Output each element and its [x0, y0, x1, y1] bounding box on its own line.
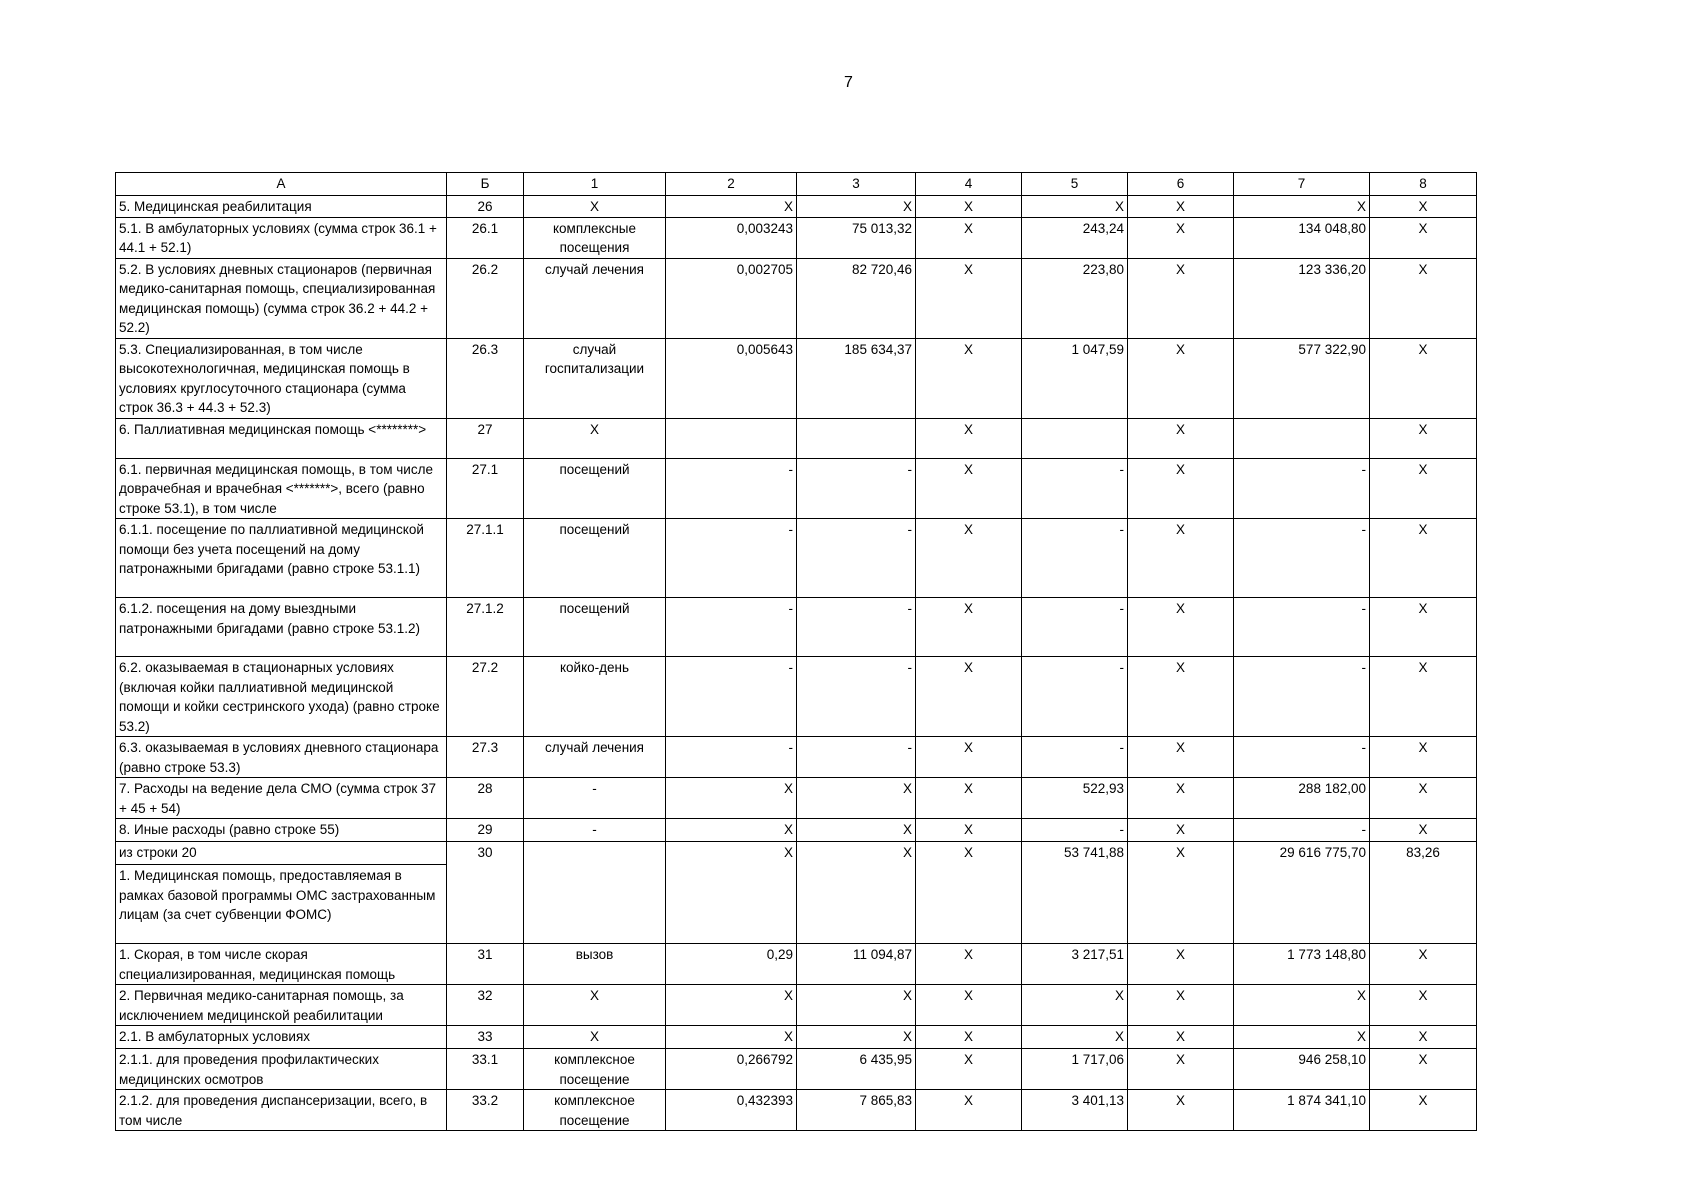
table-cell: 6 435,95	[797, 1049, 916, 1090]
table-cell: -	[797, 657, 916, 737]
row-label: 6.1.2. посещения на дому выездными патронажными бригадами (равно строке 53.1.2)	[116, 598, 447, 657]
table-cell: Х	[1128, 195, 1234, 217]
row-label: 6.1. первичная медицинская помощь, в том числе доврачебная и врачебная <*******>, всего (равно строке 53.1), в том числе	[116, 458, 447, 519]
table-cell: 522,93	[1022, 778, 1128, 819]
table-row	[116, 217, 1477, 258]
table-cell: 26.3	[447, 338, 524, 418]
table-cell: Х	[1022, 985, 1128, 1026]
table-cell: 1 047,59	[1022, 338, 1128, 418]
table-cell: Х	[1128, 778, 1234, 819]
table-cell	[1234, 418, 1370, 458]
table-cell: 0,002705	[666, 258, 797, 338]
table-cell: комплексное посещение	[524, 1090, 666, 1131]
table-cell: Х	[797, 985, 916, 1026]
table-cell: Х	[1128, 819, 1234, 842]
table-cell: 53 741,88	[1022, 842, 1128, 944]
table-cell: вызов	[524, 944, 666, 985]
table-cell: -	[666, 657, 797, 737]
table-row	[116, 195, 1477, 217]
table-row	[116, 598, 1477, 657]
table-cell: Х	[797, 778, 916, 819]
column-header: 5	[1022, 173, 1128, 196]
header-row	[116, 173, 1477, 196]
table-cell: Х	[916, 737, 1022, 778]
table-cell: Х	[1128, 217, 1234, 258]
table-cell: Х	[1370, 458, 1477, 519]
table-cell: Х	[1370, 598, 1477, 657]
table-cell: Х	[1234, 985, 1370, 1026]
table-row	[116, 418, 1477, 458]
table-cell: Х	[1128, 1026, 1234, 1049]
table-cell: -	[797, 519, 916, 598]
table-cell: -	[524, 819, 666, 842]
table-row	[116, 944, 1477, 985]
table-row	[116, 778, 1477, 819]
table-cell: 1 773 148,80	[1234, 944, 1370, 985]
table-cell: 32	[447, 985, 524, 1026]
table-cell: 1 874 341,10	[1234, 1090, 1370, 1131]
table-cell: Х	[524, 195, 666, 217]
table-row	[116, 819, 1477, 842]
table-cell: Х	[916, 458, 1022, 519]
table-cell: 134 048,80	[1234, 217, 1370, 258]
table-cell: 27	[447, 418, 524, 458]
table-cell: Х	[1128, 258, 1234, 338]
table-cell: -	[1022, 819, 1128, 842]
table-row	[116, 842, 1477, 865]
table-cell: Х	[797, 819, 916, 842]
table-cell: 29	[447, 819, 524, 842]
row-label: 6.1.1. посещение по паллиативной медицинской помощи без учета посещений на дому патронажными бригадами (равно строке 53.1.1)	[116, 519, 447, 598]
table-cell: Х	[916, 985, 1022, 1026]
table-cell: 30	[447, 842, 524, 944]
table-cell: случай лечения	[524, 737, 666, 778]
table-row	[116, 258, 1477, 338]
table-row	[116, 985, 1477, 1026]
table-cell: Х	[916, 338, 1022, 418]
table-cell: Х	[666, 1026, 797, 1049]
table-cell: 0,432393	[666, 1090, 797, 1131]
table-cell: -	[666, 598, 797, 657]
table-cell: Х	[666, 195, 797, 217]
table-cell: комплексное посещение	[524, 1049, 666, 1090]
table-cell: 27.1.2	[447, 598, 524, 657]
table-cell: -	[1234, 519, 1370, 598]
table-cell: 27.2	[447, 657, 524, 737]
row-label: 5.2. В условиях дневных стационаров (первичная медико-санитарная помощь, специализированная медицинская помощь) (сумма строк 36.2 + 44.2 + 52.2)	[116, 258, 447, 338]
table-cell: 0,005643	[666, 338, 797, 418]
table-row	[116, 338, 1477, 418]
table-cell: Х	[916, 195, 1022, 217]
table-cell: -	[524, 778, 666, 819]
table-cell: Х	[797, 1026, 916, 1049]
table-cell: Х	[1370, 519, 1477, 598]
column-header: 2	[666, 173, 797, 196]
table-cell: -	[797, 737, 916, 778]
table-cell: Х	[916, 418, 1022, 458]
table-cell: Х	[1128, 598, 1234, 657]
table-cell: -	[1022, 657, 1128, 737]
table-cell: Х	[916, 944, 1022, 985]
table-cell: 82 720,46	[797, 258, 916, 338]
table-cell: Х	[1370, 737, 1477, 778]
table-cell: Х	[666, 819, 797, 842]
row-label: из строки 20	[116, 842, 447, 865]
table-cell: Х	[1370, 985, 1477, 1026]
table-cell: 28	[447, 778, 524, 819]
table-cell: Х	[1370, 258, 1477, 338]
table-cell: Х	[1234, 195, 1370, 217]
table-cell: Х	[524, 1026, 666, 1049]
row-label: 1. Скорая, в том числе скорая специализированная, медицинская помощь	[116, 944, 447, 985]
table-cell: Х	[1022, 1026, 1128, 1049]
table-cell: -	[797, 598, 916, 657]
table-cell: 27.1.1	[447, 519, 524, 598]
row-label: 7. Расходы на ведение дела СМО (сумма строк 37 + 45 + 54)	[116, 778, 447, 819]
table-cell: Х	[1128, 418, 1234, 458]
table-cell: -	[666, 458, 797, 519]
table-cell: Х	[1128, 1090, 1234, 1131]
column-header: 1	[524, 173, 666, 196]
table-cell: 11 094,87	[797, 944, 916, 985]
table-cell: -	[1022, 458, 1128, 519]
table-cell: Х	[1128, 657, 1234, 737]
table-row	[116, 737, 1477, 778]
table-row	[116, 519, 1477, 598]
table-cell: Х	[1022, 195, 1128, 217]
table-cell: Х	[1370, 657, 1477, 737]
table-cell: 26.2	[447, 258, 524, 338]
table-cell: Х	[916, 819, 1022, 842]
column-header: 6	[1128, 173, 1234, 196]
table-cell: Х	[1370, 1049, 1477, 1090]
row-label: 8. Иные расходы (равно строке 55)	[116, 819, 447, 842]
table-cell: -	[797, 458, 916, 519]
table-cell: 223,80	[1022, 258, 1128, 338]
column-header: 3	[797, 173, 916, 196]
table-cell: Х	[1370, 819, 1477, 842]
row-label: 5. Медицинская реабилитация	[116, 195, 447, 217]
table-cell: 83,26	[1370, 842, 1477, 944]
table-row	[116, 1049, 1477, 1090]
table-cell: 33.2	[447, 1090, 524, 1131]
table-cell: -	[666, 519, 797, 598]
table-cell: Х	[1370, 338, 1477, 418]
table-row	[116, 1026, 1477, 1049]
table-row	[116, 657, 1477, 737]
table-cell: Х	[1370, 944, 1477, 985]
table-cell: Х	[916, 778, 1022, 819]
table-cell: Х	[1128, 944, 1234, 985]
table-cell: Х	[1128, 338, 1234, 418]
table-cell: 29 616 775,70	[1234, 842, 1370, 944]
table-cell: посещений	[524, 598, 666, 657]
row-label: 6.3. оказываемая в условиях дневного стационара (равно строке 53.3)	[116, 737, 447, 778]
row-label: 5.1. В амбулаторных условиях (сумма строк 36.1 + 44.1 + 52.1)	[116, 217, 447, 258]
table-cell: 0,29	[666, 944, 797, 985]
table-cell: посещений	[524, 519, 666, 598]
table-cell: 27.3	[447, 737, 524, 778]
table-cell: Х	[1370, 195, 1477, 217]
table-cell: -	[1234, 657, 1370, 737]
table-cell: 0,003243	[666, 217, 797, 258]
row-label: 6. Паллиативная медицинская помощь <********>	[116, 418, 447, 458]
table-row	[116, 1090, 1477, 1131]
table-cell: 123 336,20	[1234, 258, 1370, 338]
table-cell: посещений	[524, 458, 666, 519]
table-cell: -	[1022, 519, 1128, 598]
table-cell: Х	[797, 842, 916, 944]
table-cell: -	[1234, 819, 1370, 842]
table-cell: комплексные посещения	[524, 217, 666, 258]
table-cell: Х	[1128, 458, 1234, 519]
column-header: 4	[916, 173, 1022, 196]
table-cell: Х	[524, 418, 666, 458]
table-cell: Х	[1370, 1090, 1477, 1131]
table-cell: 3 401,13	[1022, 1090, 1128, 1131]
row-label: 1. Медицинская помощь, предоставляемая в рамках базовой программы ОМС застрахованным лицам (за счет субвенции ФОМС)	[116, 865, 447, 944]
column-header: 7	[1234, 173, 1370, 196]
table-cell: -	[1234, 598, 1370, 657]
table-cell: 75 013,32	[797, 217, 916, 258]
table-cell: 26	[447, 195, 524, 217]
row-label: 2.1.1. для проведения профилактических медицинских осмотров	[116, 1049, 447, 1090]
table-cell: Х	[916, 258, 1022, 338]
table-cell: Х	[1128, 1049, 1234, 1090]
table-cell: Х	[916, 842, 1022, 944]
table-cell: Х	[797, 195, 916, 217]
table-cell: Х	[1128, 842, 1234, 944]
table-cell: Х	[1370, 217, 1477, 258]
table-cell: Х	[916, 598, 1022, 657]
table-cell: Х	[666, 778, 797, 819]
table-cell: случай госпитализации	[524, 338, 666, 418]
table-cell: 0,266792	[666, 1049, 797, 1090]
column-header: Б	[447, 173, 524, 196]
table-cell: Х	[916, 1090, 1022, 1131]
table-cell: Х	[524, 985, 666, 1026]
table-cell: 33	[447, 1026, 524, 1049]
table-cell: Х	[666, 842, 797, 944]
table-cell: Х	[666, 985, 797, 1026]
table-cell: 3 217,51	[1022, 944, 1128, 985]
table-cell: 26.1	[447, 217, 524, 258]
table-cell	[524, 842, 666, 944]
table-cell: 946 258,10	[1234, 1049, 1370, 1090]
table-cell: 185 634,37	[797, 338, 916, 418]
table-cell: 1 717,06	[1022, 1049, 1128, 1090]
table-cell: -	[1022, 598, 1128, 657]
column-header: 8	[1370, 173, 1477, 196]
table-cell: 288 182,00	[1234, 778, 1370, 819]
table-cell: -	[1234, 737, 1370, 778]
table-cell	[797, 418, 916, 458]
row-label: 5.3. Специализированная, в том числе высокотехнологичная, медицинская помощь в условиях круглосуточного стационара (сумма строк 36.3 + 44.3 + 52.3)	[116, 338, 447, 418]
table-cell: случай лечения	[524, 258, 666, 338]
table-cell: Х	[1234, 1026, 1370, 1049]
table-cell: 577 322,90	[1234, 338, 1370, 418]
table-cell: Х	[1128, 985, 1234, 1026]
table-cell: -	[1234, 458, 1370, 519]
table-cell: 7 865,83	[797, 1090, 916, 1131]
table-cell: -	[666, 737, 797, 778]
table-cell: Х	[916, 1026, 1022, 1049]
table-cell: Х	[1128, 519, 1234, 598]
table-cell: койко-день	[524, 657, 666, 737]
table-cell: 31	[447, 944, 524, 985]
table-cell: 33.1	[447, 1049, 524, 1090]
table-cell: Х	[1370, 778, 1477, 819]
table-cell: Х	[1128, 737, 1234, 778]
row-label: 2.1.2. для проведения диспансеризации, всего, в том числе	[116, 1090, 447, 1131]
row-label: 2.1. В амбулаторных условиях	[116, 1026, 447, 1049]
table-cell	[666, 418, 797, 458]
table-cell: Х	[1370, 1026, 1477, 1049]
table-cell: 243,24	[1022, 217, 1128, 258]
table-cell: Х	[916, 519, 1022, 598]
table-cell: -	[1022, 737, 1128, 778]
row-label: 2. Первичная медико-санитарная помощь, за исключением медицинской реабилитации	[116, 985, 447, 1026]
row-label: 6.2. оказываемая в стационарных условиях (включая койки паллиативной медицинской помощи и койки сестринского ухода) (равно строке 53.2)	[116, 657, 447, 737]
table-cell: Х	[916, 1049, 1022, 1090]
data-table	[115, 172, 1477, 1131]
table-cell: 27.1	[447, 458, 524, 519]
table-row	[116, 458, 1477, 519]
page-number: 7	[844, 74, 853, 91]
table-cell: Х	[1370, 418, 1477, 458]
table-cell: Х	[916, 657, 1022, 737]
table-cell: Х	[916, 217, 1022, 258]
column-header: А	[116, 173, 447, 196]
table-cell	[1022, 418, 1128, 458]
